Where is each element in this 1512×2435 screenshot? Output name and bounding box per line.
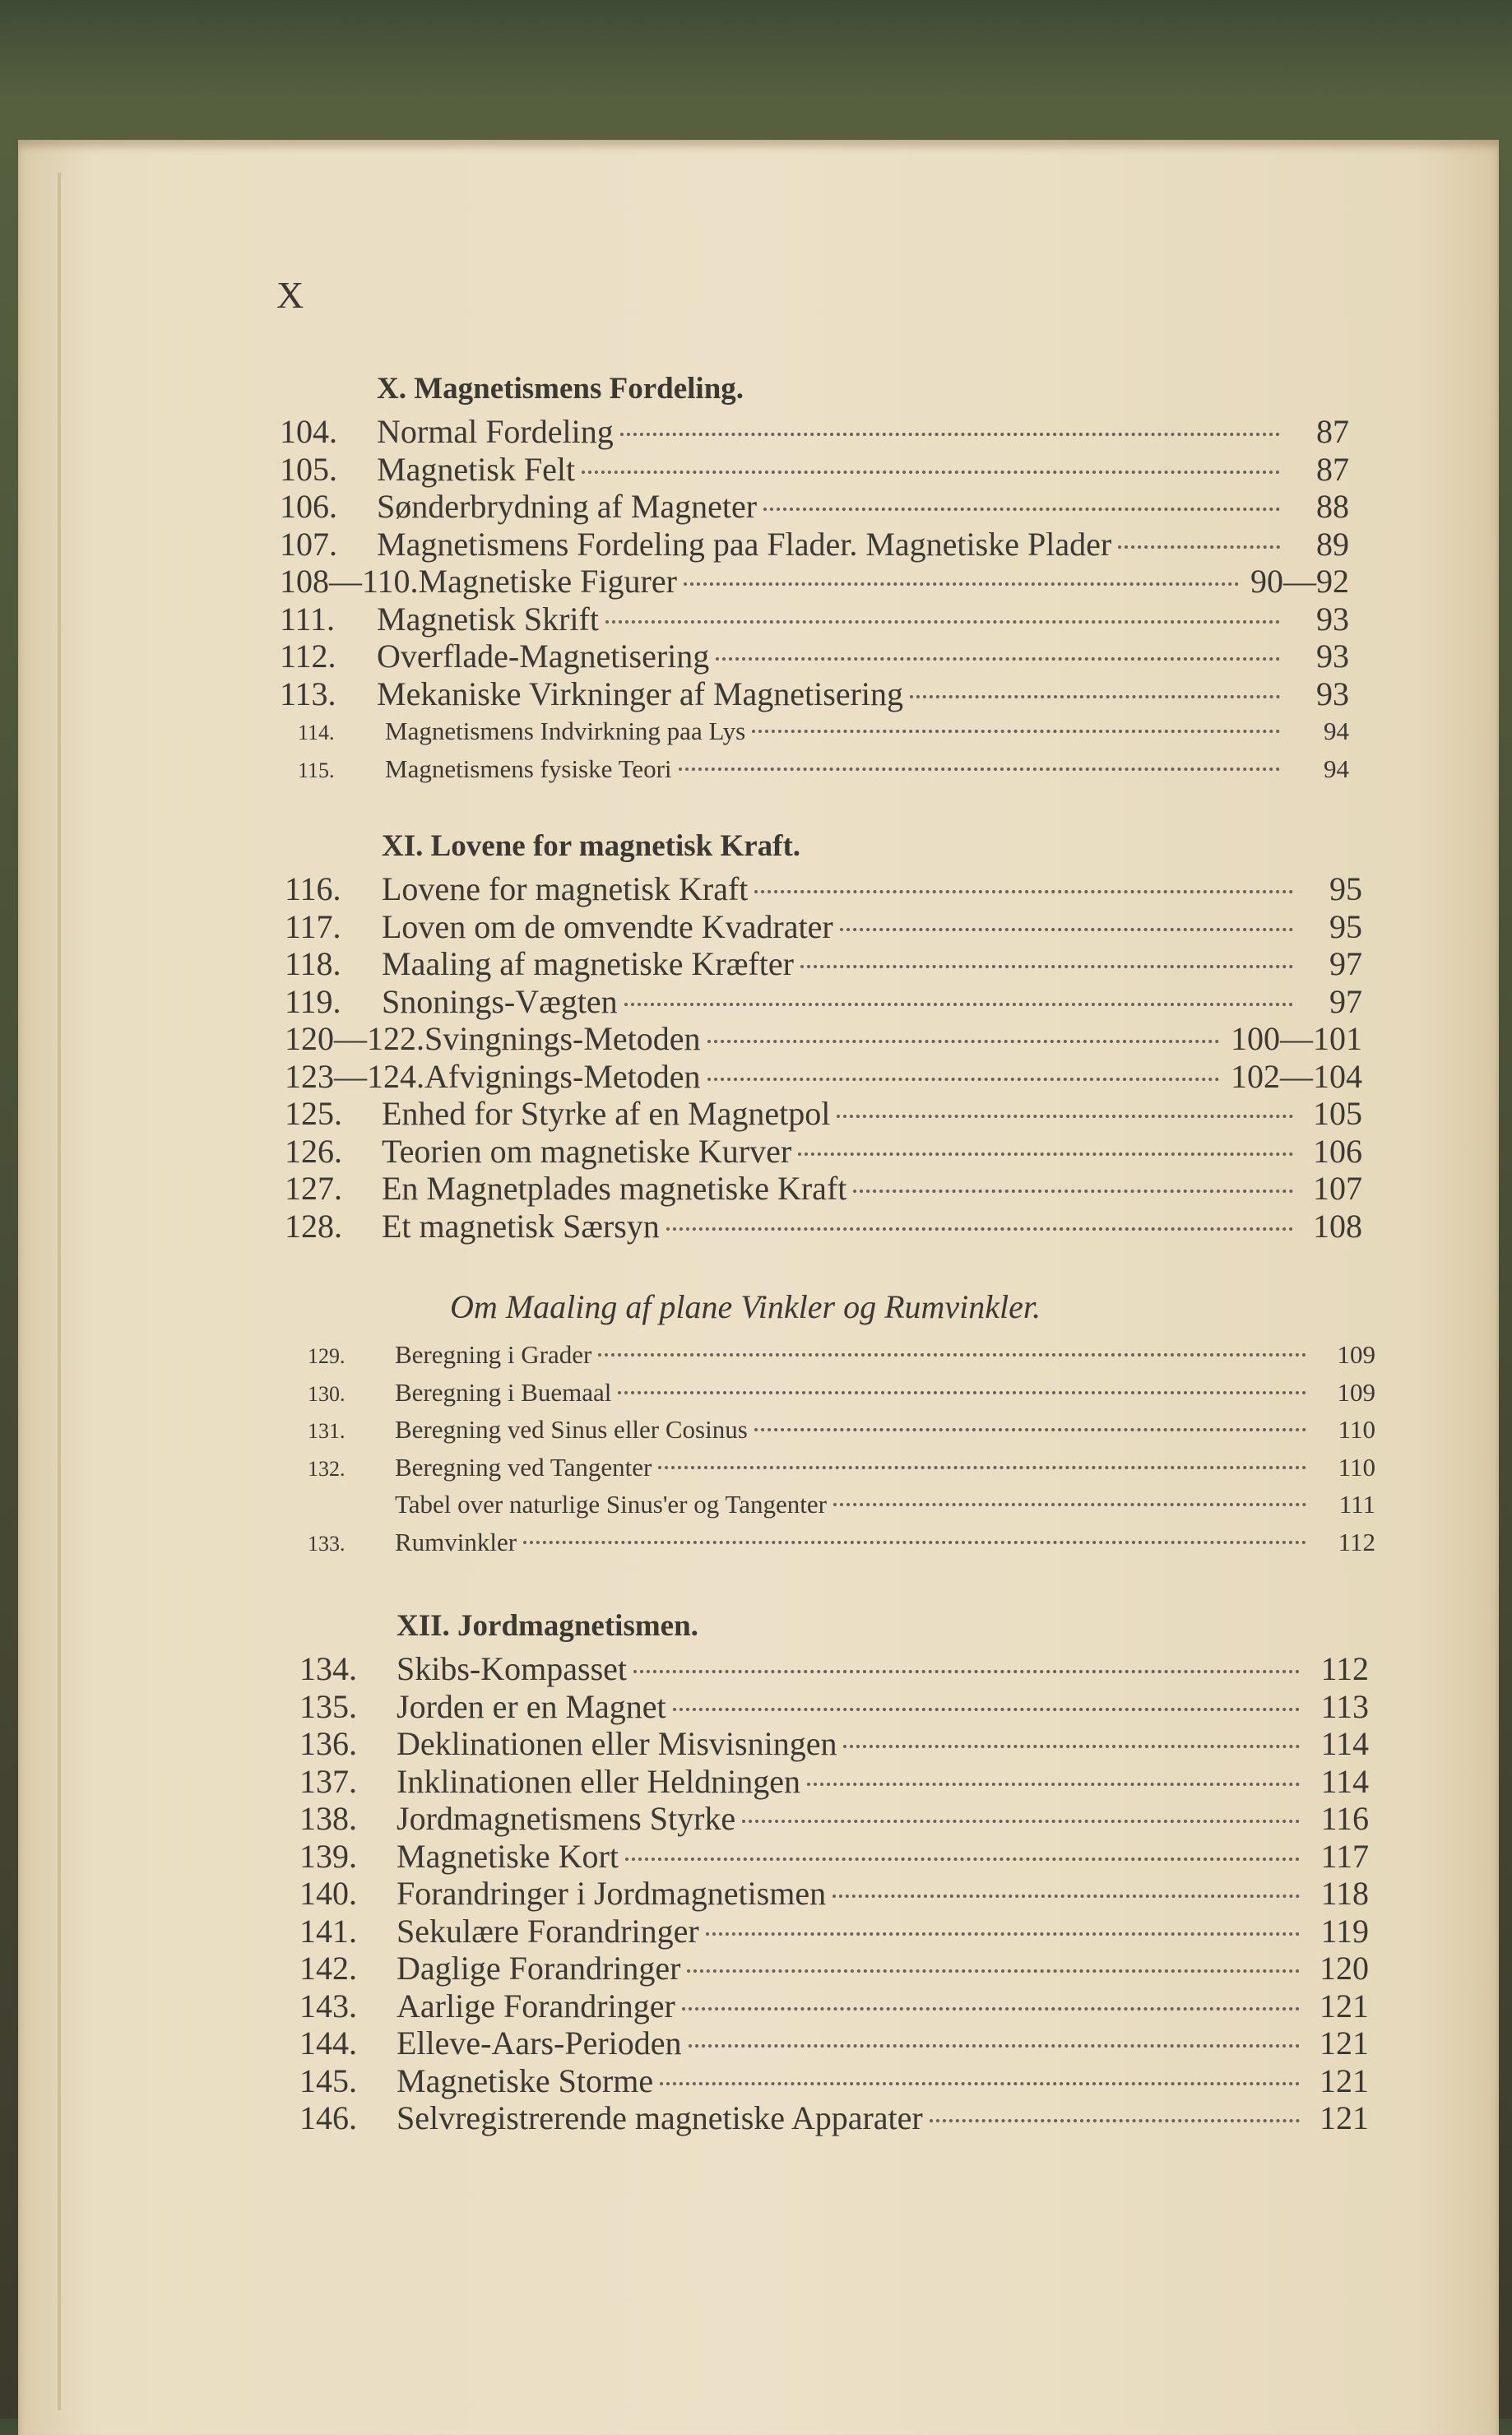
dot-leader — [673, 1708, 1300, 1711]
dot-leader — [689, 2044, 1300, 2048]
dot-leader — [853, 1190, 1293, 1193]
entry-number: 133. — [308, 1531, 346, 1556]
toc-entry — [280, 526, 1349, 564]
entry-page: 116 — [1320, 1800, 1369, 1837]
toc-entry — [285, 908, 1362, 946]
entry-page: 117 — [1320, 1837, 1369, 1875]
entry-number: 108—110. — [280, 563, 419, 600]
entry-page: 88 — [1316, 488, 1349, 525]
dot-leader — [620, 433, 1280, 436]
dot-leader — [684, 582, 1239, 586]
dot-leader — [633, 1670, 1300, 1673]
dot-leader — [833, 1503, 1306, 1506]
dot-leader — [763, 508, 1280, 511]
entry-page: 87 — [1316, 450, 1349, 488]
entry-page: 112 — [1338, 1527, 1375, 1556]
entry-title: Tabel over naturlige Sinus'er og Tangenter — [395, 1490, 827, 1519]
dot-leader — [752, 730, 1280, 733]
entry-title: Overflade-Magnetisering — [377, 638, 710, 675]
entry-number: 132. — [308, 1456, 346, 1481]
entry-number: 135. — [299, 1687, 357, 1725]
section-heading: XII. Jordmagnetismen. — [397, 1609, 698, 1643]
entry-title: Aarlige Forandringer — [397, 1987, 675, 2025]
dot-leader — [679, 768, 1280, 771]
entry-page: 93 — [1316, 638, 1349, 675]
entry-title: Deklinationen eller Misvisningen — [397, 1725, 837, 1762]
entry-number: 137. — [299, 1762, 357, 1800]
entry-page: 94 — [1324, 754, 1349, 783]
toc-entry — [280, 451, 1349, 489]
entry-page: 111 — [1338, 1490, 1375, 1519]
entry-title: Forandringer i Jordmagnetismen — [397, 1875, 827, 1912]
entry-title: Magnetiske Figurer — [418, 563, 677, 600]
toc-entry — [285, 1020, 1362, 1058]
entry-number: 116. — [285, 870, 341, 907]
section-heading: XI. Lovene for magnetisk Kraft. — [382, 829, 801, 863]
entry-number: 125. — [285, 1095, 342, 1132]
entry-page: 95 — [1329, 870, 1362, 907]
dot-leader — [523, 1541, 1306, 1544]
entry-page: 119 — [1320, 1912, 1369, 1950]
entry-page: 109 — [1337, 1340, 1375, 1369]
toc-entry — [285, 983, 1362, 1021]
dot-leader — [800, 965, 1293, 968]
entry-title: Rumvinkler — [395, 1527, 517, 1556]
dot-leader — [742, 1820, 1300, 1823]
dot-leader — [754, 1428, 1306, 1431]
entry-title: Magnetismens Fordeling paa Flader. Magnetiske Plader — [377, 525, 1112, 563]
toc-entry — [299, 2025, 1369, 2062]
entry-title: Elleve-Aars-Perioden — [397, 2025, 682, 2062]
entry-title: Lovene for magnetisk Kraft — [382, 870, 749, 907]
entry-number: 105. — [280, 450, 337, 488]
toc-section — [299, 1602, 1369, 2137]
entry-page: 114 — [1320, 1762, 1369, 1800]
toc-entry — [290, 1449, 1375, 1487]
dot-leader — [618, 1391, 1306, 1394]
toc-entry — [290, 1411, 1375, 1449]
entry-page: 95 — [1329, 907, 1362, 945]
toc-entry — [280, 750, 1349, 788]
entry-page: 121 — [1320, 1987, 1369, 2025]
entry-number: 117. — [285, 907, 341, 945]
toc-entry — [290, 1524, 1375, 1561]
toc-entry — [299, 1987, 1369, 2025]
entry-title: Snonings-Vægten — [382, 982, 618, 1020]
entry-title: Enhed for Styrke af en Magnetpol — [382, 1095, 831, 1132]
entry-title: Mekaniske Virkninger af Magnetisering — [377, 675, 904, 712]
entry-number: 104. — [280, 413, 337, 450]
entry-number: 140. — [299, 1875, 357, 1912]
entry-number: 119. — [285, 982, 341, 1020]
toc-entry — [280, 563, 1349, 601]
entry-page: 87 — [1316, 413, 1349, 450]
dot-leader — [666, 1227, 1293, 1231]
toc-entry — [285, 1208, 1362, 1245]
entry-title: Jorden er en Magnet — [397, 1687, 666, 1725]
dot-leader — [707, 1078, 1219, 1081]
dot-leader — [716, 657, 1280, 661]
page-folio: X — [276, 274, 304, 316]
entry-number: 141. — [299, 1912, 357, 1950]
dot-leader — [930, 2119, 1300, 2122]
entry-page: 105 — [1313, 1095, 1362, 1132]
entry-page: 90—92 — [1250, 563, 1349, 600]
entry-page: 93 — [1316, 600, 1349, 638]
entry-title: Sekulære Forandringer — [397, 1912, 699, 1950]
entry-number: 126. — [285, 1132, 342, 1170]
toc-section — [290, 1283, 1375, 1561]
toc-entry — [280, 601, 1349, 638]
entry-number: 144. — [299, 2025, 357, 2062]
entry-page: 108 — [1313, 1207, 1362, 1245]
entry-page: 118 — [1320, 1875, 1369, 1912]
entry-page: 121 — [1320, 2099, 1369, 2136]
dot-leader — [754, 890, 1293, 893]
entry-number: 138. — [299, 1800, 357, 1837]
dot-leader — [605, 620, 1280, 624]
page-edge — [58, 173, 61, 2410]
entry-number: 139. — [299, 1837, 357, 1875]
entry-title: Magnetisk Felt — [377, 450, 576, 488]
dot-leader — [706, 1932, 1300, 1936]
entry-title: Teorien om magnetiske Kurver — [382, 1132, 792, 1170]
entry-page: 110 — [1338, 1452, 1375, 1482]
entry-number: 146. — [299, 2099, 357, 2136]
toc-entry — [299, 1913, 1369, 1950]
dot-leader — [798, 1153, 1293, 1156]
toc-entry — [299, 1688, 1369, 1726]
entry-title: Magnetismens Indvirkning paa Lys — [385, 717, 746, 745]
section-heading: Om Maaling af plane Vinkler og Rumvinkler. — [450, 1288, 1041, 1325]
toc-entry — [285, 1095, 1362, 1133]
toc-entry — [285, 1058, 1362, 1096]
entry-page: 114 — [1320, 1725, 1369, 1762]
dot-leader — [687, 1969, 1300, 1973]
dot-leader — [624, 1003, 1293, 1006]
entry-title: Beregning i Buemaal — [395, 1377, 612, 1407]
entry-number: 127. — [285, 1170, 342, 1207]
entry-title: Selvregistrerende magnetiske Apparater — [397, 2099, 923, 2136]
entry-title: Jordmagnetismens Styrke — [397, 1800, 736, 1837]
entry-number: 145. — [299, 2062, 357, 2099]
dot-leader — [1118, 545, 1280, 549]
toc-entry — [290, 1486, 1375, 1524]
section-heading: X. Magnetismens Fordeling. — [377, 372, 744, 406]
entry-number: 113. — [280, 675, 336, 712]
entry-page: 93 — [1316, 675, 1349, 712]
entry-number: 115. — [298, 758, 335, 782]
toc-entry — [299, 1838, 1369, 1876]
dot-leader — [837, 1115, 1293, 1118]
entry-number: 134. — [299, 1650, 357, 1687]
dot-leader — [625, 1858, 1300, 1861]
toc-entry — [299, 2099, 1369, 2137]
entry-title: Loven om de omvendte Kvadrater — [382, 907, 833, 945]
entry-title: Normal Fordeling — [377, 413, 614, 450]
entry-number: 131. — [308, 1419, 346, 1443]
dot-leader — [598, 1353, 1306, 1357]
entry-page: 89 — [1316, 525, 1349, 563]
entry-page: 106 — [1313, 1132, 1362, 1170]
dot-leader — [658, 1466, 1306, 1469]
entry-number: 118. — [285, 945, 341, 982]
entry-number: 129. — [308, 1344, 346, 1368]
toc-entry — [299, 1763, 1369, 1801]
entry-page: 100—101 — [1231, 1020, 1362, 1057]
entry-number: 114. — [298, 721, 335, 744]
entry-page: 120 — [1320, 1950, 1369, 1987]
dot-leader — [707, 1040, 1219, 1043]
toc-entry — [280, 638, 1349, 675]
entry-title: Inklinationen eller Heldningen — [397, 1762, 800, 1800]
entry-title: En Magnetplades magnetiske Kraft — [382, 1170, 847, 1207]
entry-page: 112 — [1320, 1650, 1369, 1687]
toc-entry — [280, 413, 1349, 451]
toc-entry — [285, 1133, 1362, 1171]
toc-entry — [299, 1725, 1369, 1763]
dot-leader — [660, 2082, 1300, 2085]
entry-page: 97 — [1329, 982, 1362, 1020]
toc-entry — [299, 1950, 1369, 1987]
entry-page: 121 — [1320, 2025, 1369, 2062]
toc-entry — [299, 1650, 1369, 1688]
entry-title: Sønderbrydning af Magneter — [377, 488, 758, 525]
entry-title: Beregning ved Sinus eller Cosinus — [395, 1415, 748, 1444]
entry-title: Magnetismens fysiske Teori — [385, 754, 672, 783]
entry-page: 94 — [1324, 717, 1349, 745]
entry-number: 143. — [299, 1987, 357, 2025]
entry-number: 142. — [299, 1950, 357, 1987]
dot-leader — [910, 695, 1280, 698]
toc-entry — [285, 870, 1362, 908]
entry-number: 112. — [280, 638, 336, 675]
dot-leader — [843, 1745, 1300, 1748]
entry-title: Magnetisk Skrift — [377, 600, 599, 638]
entry-title: Beregning i Grader — [395, 1340, 592, 1369]
entry-page: 97 — [1329, 945, 1362, 982]
entry-page: 110 — [1338, 1415, 1375, 1444]
entry-number: 130. — [308, 1381, 346, 1406]
entry-page: 107 — [1313, 1170, 1362, 1207]
entry-page: 121 — [1320, 2062, 1369, 2099]
dot-leader — [582, 471, 1280, 474]
entry-number: 107. — [280, 525, 337, 563]
toc-entry — [285, 945, 1362, 983]
entry-number: 111. — [280, 600, 336, 638]
toc-entry — [280, 488, 1349, 526]
entry-number: 123—124. — [285, 1057, 424, 1095]
toc-section — [285, 823, 1362, 1245]
entry-title: Afvignings-Metoden — [424, 1057, 701, 1095]
toc-section — [280, 365, 1349, 787]
toc-entry — [280, 712, 1349, 750]
toc-entry — [299, 2062, 1369, 2100]
entry-title: Svingnings-Metoden — [424, 1020, 701, 1057]
entry-page: 109 — [1337, 1377, 1375, 1407]
entry-number: 106. — [280, 488, 337, 525]
dot-leader — [840, 928, 1293, 931]
entry-title: Beregning ved Tangenter — [395, 1452, 652, 1482]
toc-entry — [290, 1374, 1375, 1412]
entry-page: 102—104 — [1231, 1057, 1362, 1095]
toc-entry — [285, 1170, 1362, 1208]
entry-title: Skibs-Kompasset — [397, 1650, 627, 1687]
toc-entry — [280, 675, 1349, 713]
dot-leader — [807, 1783, 1300, 1786]
entry-title: Magnetiske Kort — [397, 1837, 619, 1875]
entry-number: 128. — [285, 1207, 342, 1245]
entry-title: Magnetiske Storme — [397, 2062, 654, 2099]
entry-number: 136. — [299, 1725, 357, 1762]
toc-entry — [290, 1336, 1375, 1374]
entry-number: 120—122. — [285, 1020, 424, 1057]
entry-title: Daglige Forandringer — [397, 1950, 681, 1987]
entry-title: Maaling af magnetiske Kræfter — [382, 945, 794, 982]
dot-leader — [682, 2007, 1300, 2011]
toc-entry — [299, 1875, 1369, 1913]
toc-entry — [299, 1800, 1369, 1838]
dot-leader — [833, 1895, 1300, 1898]
entry-page: 113 — [1320, 1687, 1369, 1725]
entry-title: Et magnetisk Særsyn — [382, 1207, 660, 1245]
